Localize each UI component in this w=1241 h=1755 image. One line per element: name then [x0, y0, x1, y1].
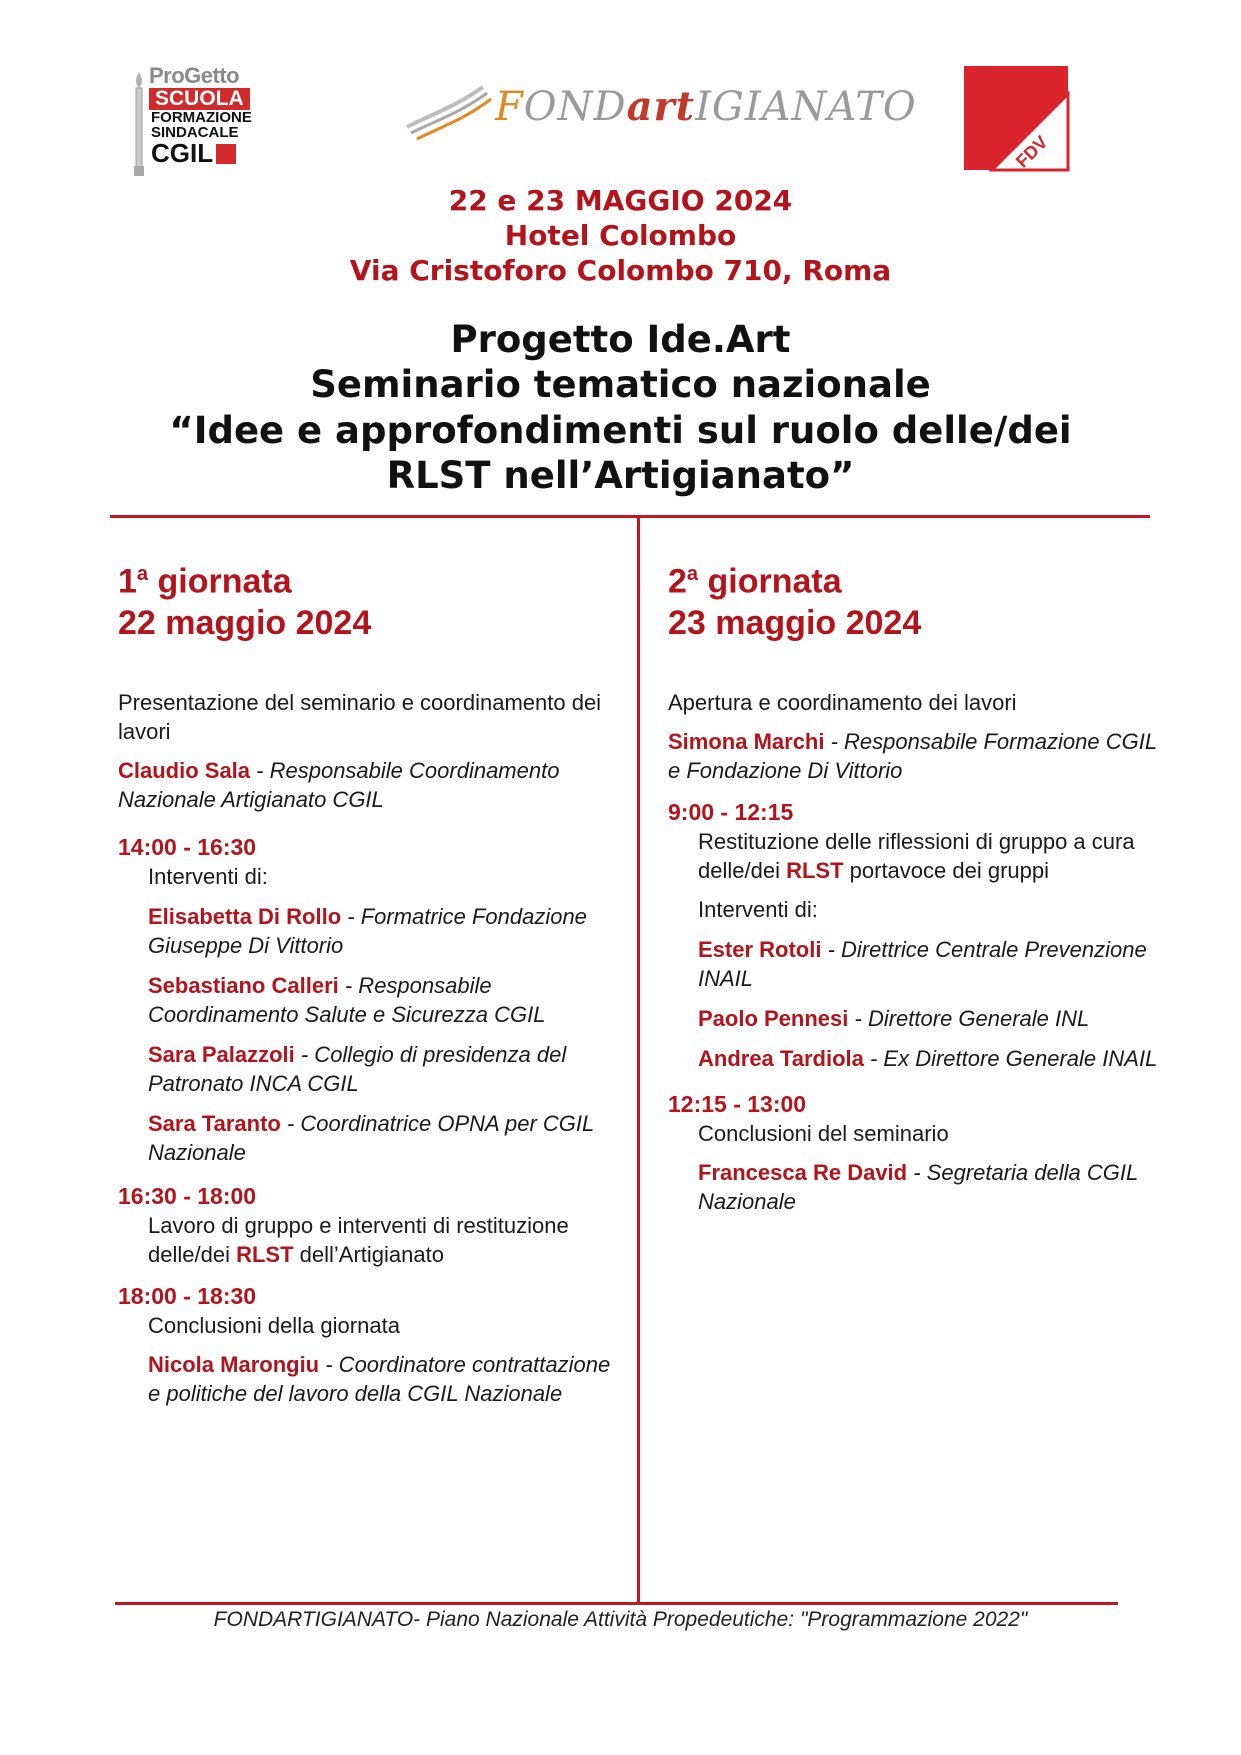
event-venue: Hotel Colombo	[504, 219, 737, 252]
fdv-logo-text: FDV	[1011, 131, 1052, 172]
day2-intro: Apertura e coordinamento dei lavori	[668, 690, 1017, 716]
torch-icon	[131, 70, 147, 180]
day2-slot1-time: 9:00 - 12:15	[668, 799, 794, 826]
day2-coordinator: Simona Marchi - Responsabile Formazione CGIL e Fondazione Di Vittorio	[668, 729, 1157, 784]
day1-slot3-text: Conclusioni della giornata	[148, 1313, 400, 1339]
day1-speaker: Elisabetta Di Rollo - Formatrice Fondazione Giuseppe Di Vittorio	[148, 904, 587, 959]
bottom-divider	[115, 1602, 1118, 1605]
day1-closing-speaker: Nicola Marongiu - Coordinatore contrattazione e politiche del lavoro della CGIL Nazionale	[148, 1352, 611, 1407]
column-divider	[637, 515, 640, 1605]
swoosh-icon	[405, 75, 495, 145]
event-date: 22 e 23 MAGGIO 2024	[448, 184, 793, 217]
day2-heading: 2$^a$ giornata	[668, 562, 842, 601]
title-line-4: RLST nell’Artigianato”	[386, 454, 855, 497]
day2-speaker: Andrea Tardiola - Ex Direttore Generale INAIL	[698, 1046, 1158, 1072]
event-address: Via Cristoforo Colombo 710, Roma	[349, 254, 892, 287]
fondartigianato-wordmark: FONDartIGIANATO	[495, 83, 917, 130]
day1-speaker: Sebastiano Calleri - Responsabile Coordinamento Salute e Sicurezza CGIL	[148, 973, 546, 1028]
logo-sindacale-text: SINDACALE	[151, 124, 239, 141]
day2-slot2-text: Conclusioni del seminario	[698, 1121, 949, 1147]
day1-slot3-time: 18:00 - 18:30	[118, 1283, 257, 1310]
day2-slot2-time: 12:15 - 13:00	[668, 1091, 807, 1118]
day2-slot1-text: Interventi di:	[698, 897, 818, 923]
title-line-1: Progetto Ide.Art	[450, 318, 791, 361]
top-divider	[110, 515, 1150, 518]
day2-closing-speaker: Francesca Re David - Segretaria della CGIL Nazionale	[698, 1160, 1138, 1215]
day1-slot1-time: 14:00 - 16:30	[118, 834, 257, 861]
day1-intro: Presentazione del seminario e coordinamento dei lavori	[118, 690, 602, 745]
day1-slot1-text: Interventi di:	[148, 864, 268, 890]
logo-scuola-text: SCUOLA	[149, 88, 250, 110]
logo-formazione-text: FORMAZIONE	[151, 109, 252, 126]
day2-column	[668, 553, 1168, 1216]
day1-coordinator: Claudio Sala - Responsabile Coordinamento Nazionale Artigianato CGIL	[118, 758, 560, 813]
title-line-2: Seminario tematico nazionale	[310, 363, 931, 406]
logo-cgil-text: CGIL	[151, 140, 265, 166]
day1-column	[118, 553, 628, 1408]
day1-speaker: Sara Taranto - Coordinatrice OPNA per CGIL Nazionale	[148, 1111, 594, 1166]
fdv-logo	[962, 64, 1072, 174]
fondartigianato-logo	[405, 75, 917, 145]
title-line-3: “Idee e approfondimenti sul ruolo delle/dei	[169, 409, 1072, 452]
day2-date: 23 maggio 2024	[668, 604, 922, 643]
day1-slot2-text: Lavoro di gruppo e interventi di restituzione delle/dei RLST dell’Artigianato	[148, 1213, 569, 1268]
day1-heading: 1$^a$ giornata	[118, 562, 292, 601]
day2-speaker: Paolo Pennesi - Direttore Generale INL	[698, 1006, 1090, 1032]
day1-date: 22 maggio 2024	[118, 604, 372, 643]
day1-speaker: Sara Palazzoli - Collegio di presidenza del Patronato INCA CGIL	[148, 1042, 567, 1097]
footer-note: FONDARTIGIANATO- Piano Nazionale Attività Propedeutiche: "Programmazione 2022"	[213, 1608, 1028, 1631]
day2-slot1-desc: Restituzione delle riflessioni di gruppo a cura delle/dei RLST portavoce dei gruppi	[698, 829, 1135, 884]
logo-progetto-text: ProGetto	[149, 63, 240, 88]
day2-speaker: Ester Rotoli - Direttrice Centrale Prevenzione INAIL	[698, 937, 1147, 992]
progetto-scuola-cgil-logo	[129, 64, 265, 182]
day1-slot2-time: 16:30 - 18:00	[118, 1183, 257, 1210]
